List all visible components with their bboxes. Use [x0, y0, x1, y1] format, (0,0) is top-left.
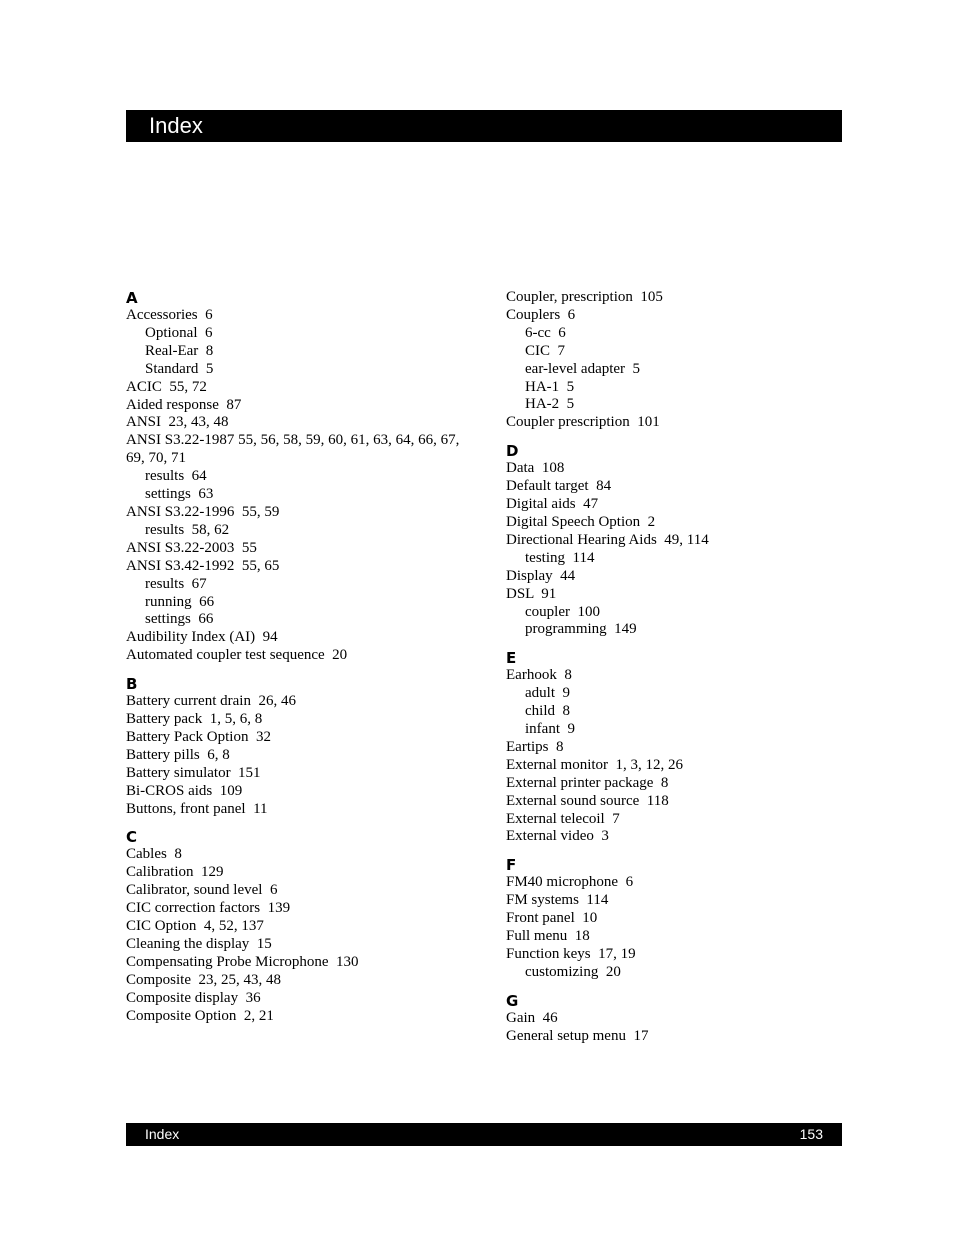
index-entry: Gain 46 — [506, 1009, 558, 1026]
index-entry: CIC correction factors 139 — [126, 900, 291, 917]
index-subentry: results 64 — [145, 468, 207, 485]
index-entry: Battery pack 1, 5, 6, 8 — [126, 711, 263, 728]
index-entry: Full menu 18 — [506, 928, 590, 945]
index-column-left — [126, 289, 466, 1036]
index-entry: Calibration 129 — [126, 864, 224, 881]
index-entry: Couplers 6 — [506, 306, 576, 323]
index-letter-group — [506, 649, 842, 846]
index-subentry: customizing 20 — [525, 963, 621, 980]
index-letter-heading: F — [506, 856, 517, 875]
page-title: Index — [149, 113, 203, 138]
index-letter-heading: C — [126, 828, 138, 847]
index-subentry: results 67 — [145, 575, 207, 592]
index-letter-heading: B — [126, 675, 138, 694]
footer-section-title: Index — [145, 1126, 180, 1142]
page-number: 153 — [799, 1126, 823, 1142]
index-entry: ANSI S3.22-1996 55, 59 — [126, 503, 280, 520]
index-entry: FM systems 114 — [506, 892, 609, 909]
index-subentry: coupler 100 — [525, 603, 600, 620]
index-subentry: child 8 — [525, 703, 570, 720]
index-subentry: settings 66 — [145, 611, 214, 628]
page-footer — [126, 1123, 842, 1146]
index-letter-group — [126, 828, 466, 1025]
index-entry: ANSI S3.22-2003 55 — [126, 539, 257, 556]
index-entry: Accessories 6 — [126, 307, 213, 323]
index-subentry: CIC 7 — [525, 342, 566, 359]
index-letter-group — [126, 289, 466, 665]
index-letter-group — [506, 442, 842, 639]
index-entry: Function keys 17, 19 — [506, 946, 636, 962]
index-entry: Battery current drain 26, 46 — [126, 693, 296, 710]
index-subentry: ear-level adapter 5 — [525, 360, 641, 377]
index-entry: ANSI 23, 43, 48 — [126, 414, 229, 431]
index-subentry: Optional 6 — [145, 324, 213, 341]
index-letter-group — [506, 289, 842, 432]
index-subentry: adult 9 — [525, 685, 570, 702]
index-entry: Battery Pack Option 32 — [126, 728, 271, 745]
index-entry: CIC Option 4, 52, 137 — [126, 918, 264, 935]
index-entry: ACIC 55, 72 — [126, 378, 207, 395]
index-subentry: results 58, 62 — [145, 521, 230, 538]
index-entry: External sound source 118 — [506, 792, 669, 809]
index-entry: Front panel 10 — [506, 910, 598, 927]
index-entry: Buttons, front panel 11 — [126, 800, 268, 817]
index-entry: Audibility Index (AI) 94 — [126, 629, 278, 646]
index-subentry: running 66 — [145, 593, 215, 610]
index-entry: DSL 91 — [506, 585, 557, 602]
index-entry: Cleaning the display 15 — [126, 936, 272, 952]
index-entry: Calibrator, sound level 6 — [126, 882, 278, 899]
index-entry: ANSI S3.42-1992 55, 65 — [126, 557, 280, 574]
index-subentry: HA-2 5 — [525, 396, 575, 413]
index-subentry: infant 9 — [525, 721, 575, 738]
index-entry: External video 3 — [506, 828, 609, 845]
index-subentry: Real-Ear 8 — [145, 342, 214, 359]
index-letter-group — [506, 992, 842, 1046]
index-subentry: HA-1 5 — [525, 378, 575, 395]
index-entry: External monitor 1, 3, 12, 26 — [506, 756, 684, 773]
index-entry: Directional Hearing Aids 49, 114 — [506, 531, 709, 548]
index-letter-heading: D — [506, 442, 519, 461]
index-letter-group — [506, 856, 842, 981]
index-entry: Compensating Probe Microphone 130 — [126, 953, 359, 970]
index-entry: ANSI S3.22-1987 55, 56, 58, 59, 60, 61, 63, 64, 66, 67, 69, 70, 71 — [126, 432, 460, 467]
index-entry: Composite display 36 — [126, 989, 261, 1006]
index-entry: Cables 8 — [126, 846, 182, 863]
index-letter-heading: E — [506, 649, 517, 668]
index-subentry: programming 149 — [525, 621, 637, 638]
index-entry: Aided response 87 — [126, 396, 242, 413]
page-header — [126, 110, 842, 142]
index-entry: Automated coupler test sequence 20 — [126, 647, 348, 664]
index-entry: Composite 23, 25, 43, 48 — [126, 971, 282, 988]
index-letter-heading: A — [126, 289, 138, 307]
index-letter-group — [126, 675, 466, 818]
index-entry: Battery simulator 151 — [126, 764, 261, 781]
index-entry: Battery pills 6, 8 — [126, 746, 230, 763]
index-entry: General setup menu 17 — [506, 1027, 649, 1044]
index-entry: Earhook 8 — [506, 667, 572, 684]
index-entry: Bi-CROS aids 109 — [126, 782, 243, 799]
index-entry: Coupler prescription 101 — [506, 414, 660, 431]
index-entry: Data 108 — [506, 460, 565, 477]
index-letter-heading: G — [506, 991, 519, 1010]
index-entry: Digital Speech Option 2 — [506, 513, 656, 530]
index-entry: Default target 84 — [506, 478, 612, 495]
index-entry: External printer package 8 — [506, 774, 669, 791]
index-entry: Digital aids 47 — [506, 496, 599, 513]
index-column-right — [506, 289, 842, 1056]
index-entry: External telecoil 7 — [506, 810, 620, 827]
index-entry: FM40 microphone 6 — [506, 874, 634, 891]
index-entry: Display 44 — [506, 567, 576, 584]
index-entry: Coupler, prescription 105 — [506, 289, 663, 305]
index-entry: Composite Option 2, 21 — [126, 1007, 274, 1024]
index-subentry: 6-cc 6 — [525, 324, 566, 341]
index-subentry: Standard 5 — [145, 360, 214, 377]
index-subentry: testing 114 — [525, 549, 595, 566]
index-subentry: settings 63 — [145, 486, 214, 503]
index-entry: Eartips 8 — [506, 738, 564, 755]
